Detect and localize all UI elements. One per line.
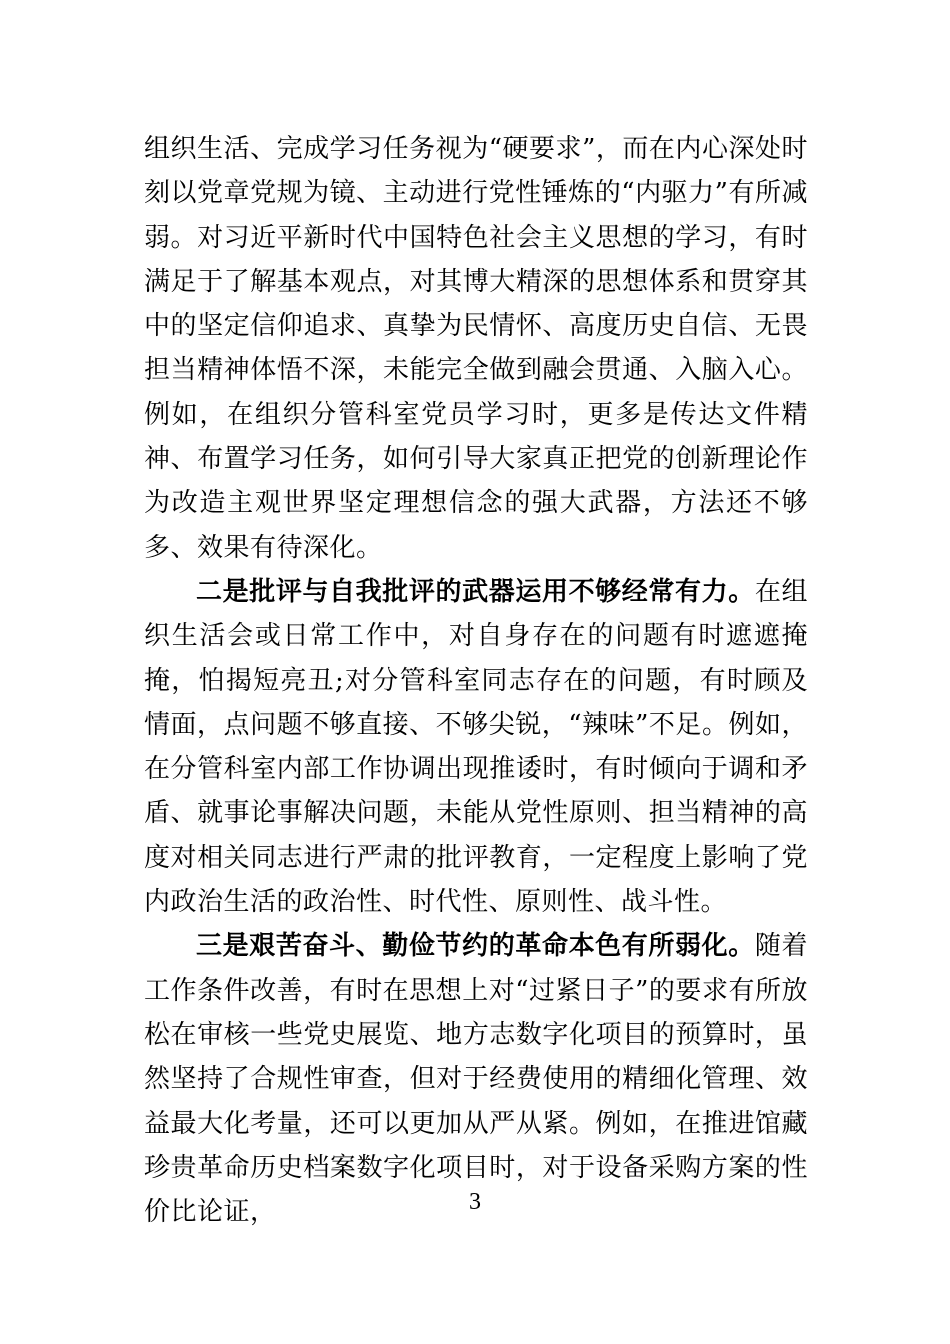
paragraph-heading: 三是艰苦奋斗、勤俭节约的革命本色有所弱化。: [196, 931, 755, 962]
body-text: [144, 127, 808, 1234]
paragraph-body: 组织生活、完成学习任务视为“硬要求”，而在内心深处时刻以党章党规为镜、主动进行党性锤炼的“内驱力”有所减弱。对习近平新时代中国特色社会主义思想的学习，有时满足于了解基本观点，对其博大精深的思想体系和贯穿其中的坚定信仰追求、真挚为民情怀、高度历史自信、无畏担当精神体悟不深，未能完全做到融会贯通、入脑入心。例如，在组织分管科室党员学习时，更多是传达文件精神、布置学习任务，如何引导大家真正把党的创新理论作为改造主观世界坚定理想信念的强大武器，方法还不够多、效果有待深化。: [144, 134, 808, 563]
paragraph-continuation: [144, 127, 808, 570]
paragraph-body: 随着工作条件改善，有时在思想上对“过紧日子”的要求有所放松在审核一些党史展览、地方志数字化项目的预算时，虽然坚持了合规性审查，但对于经费使用的精细化管理、效益最大化考量，还可以更加从严从紧。例如，在推进馆藏珍贵革命历史档案数字化项目时，对于设备采购方案的性价比论证，: [144, 931, 808, 1228]
page-number: 3: [469, 1189, 481, 1215]
paragraph-criticism: [144, 570, 808, 924]
paragraph-body: 在组织生活会或日常工作中，对自身存在的问题有时遮遮掩掩，怕揭短亮丑;对分管科室同志存在的问题，有时顾及情面，点问题不够直接、不够尖锐，“辣味”不足。例如，在分管科室内部工作协调出现推诿时，有时倾向于调和矛盾、就事论事解决问题，未能从党性原则、担当精神的高度对相关同志进行严肃的批评教育，一定程度上影响了党内政治生活的政治性、时代性、原则性、战斗性。: [144, 576, 808, 918]
paragraph-heading: 二是批评与自我批评的武器运用不够经常有力。: [196, 576, 755, 607]
